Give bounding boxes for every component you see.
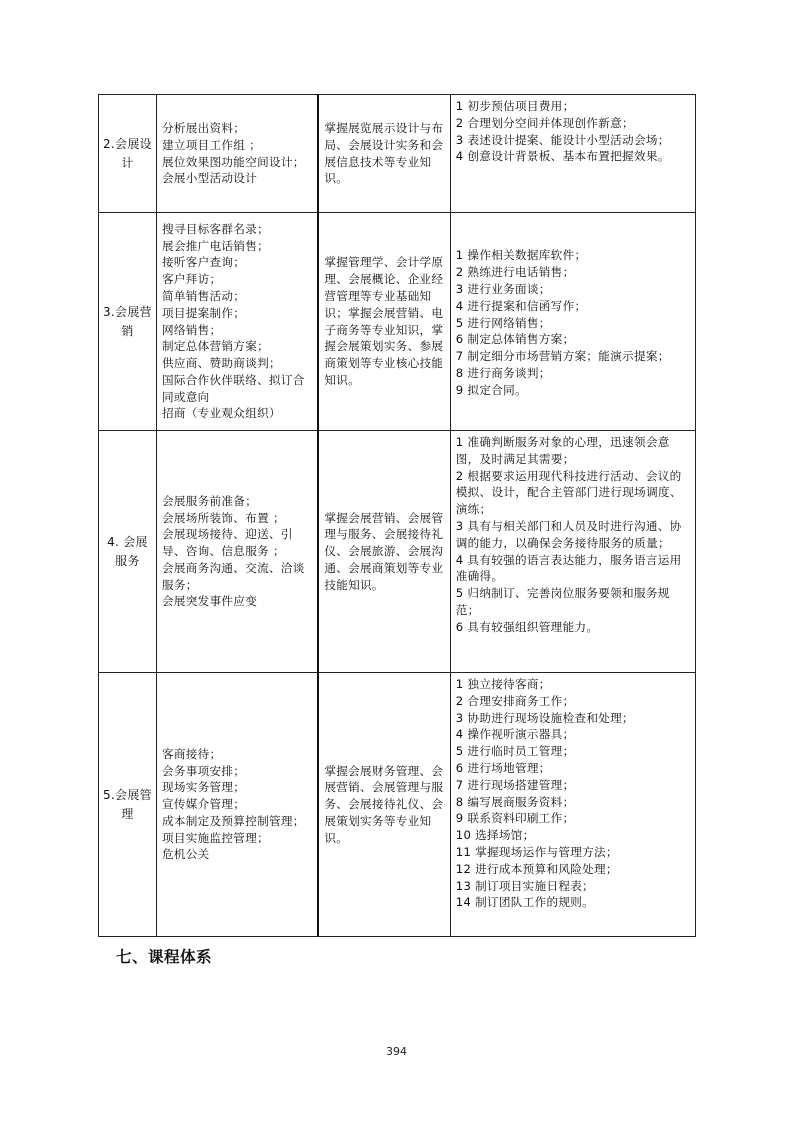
- table-row: [99, 95, 696, 213]
- section-heading: 七、课程体系: [116, 948, 213, 966]
- abilities-cell: 1 操作相关数据库软件； 2 熟练进行电话销售； 3 进行业务面谈； 4 进行提案和信函写作； 5 进行网络销售； 6 制定总体销售方案； 7 制定细分市场营销方案；能演示提案； 8 进行商务谈判； 9 拟定合同。: [450, 213, 695, 431]
- category-cell: 3.会展营销: [99, 213, 157, 431]
- table-row: [99, 431, 696, 673]
- knowledge-cell: 掌握管理学、会计学原理、会展概论、企业经营管理等专业基础知识；掌握会展营销、电子商务等专业知识，掌握会展策划实务、参展商策划等专业核心技能知识。: [318, 213, 450, 431]
- table-row: [99, 673, 696, 937]
- table-row: [99, 213, 696, 431]
- occupation-analysis-table: [98, 94, 696, 937]
- abilities-cell: 1 独立接待客商； 2 合理安排商务工作； 3 协助进行现场设施检查和处理； 4 操作视听演示器具； 5 进行临时员工管理； 6 进行场地管理； 7 进行现场搭建管理； 8 编写展商服务资料； 9 联系资料印刷工作； 10 选择场馆； 11 掌握现场运作与管理方法； 12 进行成本预算和风险处理； 13 制订项目实施日程表； 14 制订团队工作的规则。: [450, 673, 695, 937]
- page-number: 394: [386, 1045, 407, 1058]
- tasks-cell: 搜寻目标客群名录； 展会推广电话销售； 接听客户查询； 客户拜访； 简单销售活动； 项目提案制作； 网络销售； 制定总体营销方案； 供应商、赞助商谈判； 国际合作伙伴联络、拟订合同或意向 招商（专业观众组织）: [156, 213, 318, 431]
- abilities-cell: 1 准确判断服务对象的心理，迅速领会意图，及时满足其需要； 2 根据要求运用现代科技进行活动、会议的模拟、设计，配合主管部门进行现场调度、演练； 3 具有与相关部门和人员及时进行沟通、协调的能力，以确保会务接待服务的质量； 4 具有较强的语言表达能力，服务语言运用准确得。 5 归纳制订、完善岗位服务要领和服务规范； 6 具有较强组织管理能力。: [450, 431, 695, 673]
- tasks-cell: 会展服务前准备； 会展场所装饰、布置 ； 会展现场接待、迎送、引导、咨询、信息服务 ； 会展商务沟通、交流、洽谈服务； 会展突发事件应变: [156, 431, 318, 673]
- tasks-cell: 客商接待； 会务事项安排； 现场实务管理； 宣传媒介管理； 成本制定及预算控制管理； 项目实施监控管理； 危机公关: [156, 673, 318, 937]
- tasks-cell: 分析展出资料； 建立项目工作组 ； 展位效果图功能空间设计； 会展小型活动设计: [156, 95, 318, 213]
- knowledge-cell: 掌握展览展示设计与布局、会展设计实务和会展信息技术等专业知识。: [318, 95, 450, 213]
- category-cell: 4. 会展服务: [99, 431, 157, 673]
- abilities-cell: 1 初步预估项目费用； 2 合理划分空间并体现创作新意； 3 表述设计提案、能设计小型活动会场； 4 创意设计背景板、基本布置把握效果。: [450, 95, 695, 213]
- knowledge-cell: 掌握会展财务管理、会展营销、会展管理与服务、会展接待礼仪、会展策划实务等专业知识。: [318, 673, 450, 937]
- category-cell: 2.会展设计: [99, 95, 157, 213]
- knowledge-cell: 掌握会展营销、会展管理与服务、会展接待礼仪、会展旅游、会展沟通、会展商策划等专业技能知识。: [318, 431, 450, 673]
- category-cell: 5.会展管理: [99, 673, 157, 937]
